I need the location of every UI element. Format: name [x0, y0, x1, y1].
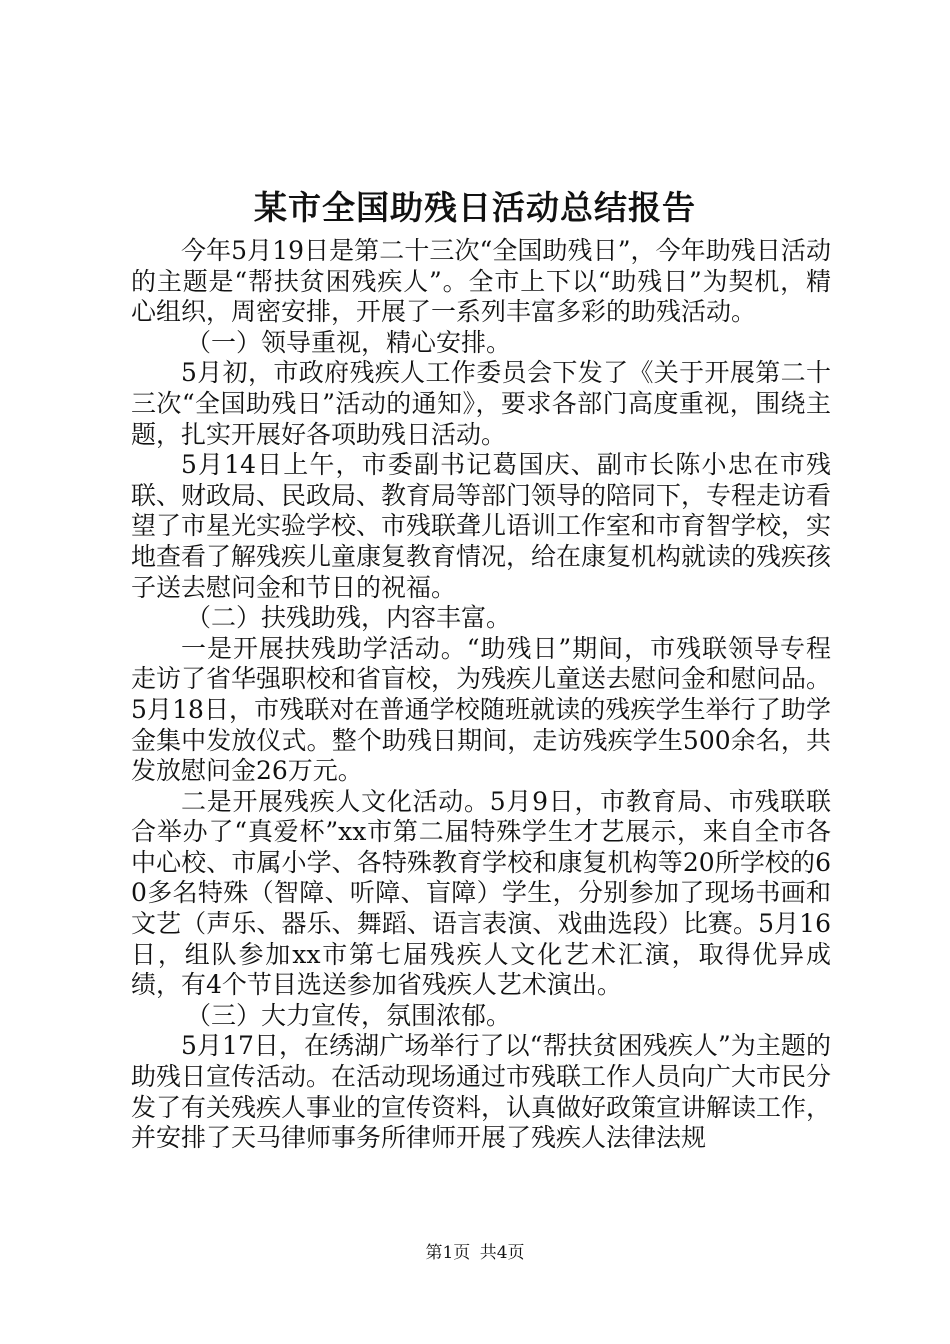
section-heading-2: （二）扶残助残，内容丰富。: [186, 603, 512, 633]
page-footer: [0, 1242, 950, 1264]
page-number-total: 共4页: [479, 1243, 525, 1263]
paragraph: 二是开展残疾人文化活动。5月9日，市教育局、市残联联合举办了“真爱杯”xx市第二届特殊学生才艺展示，来自全市各中心校、市属小学、各特殊教育学校和康复机构等20所学校的60多名特殊（智障、听障、盲障）学生，分别参加了现场书画和文艺（声乐、器乐、舞蹈、语言表演、戏曲选段）比赛。5月16日，组队参加xx市第七届残疾人文化艺术汇演，取得优异成绩，有4个节目选送参加省残疾人艺术演出。: [131, 786, 831, 1000]
document-title: 某市全国助残日活动总结报告: [254, 188, 696, 227]
paragraph: 5月14日上午，市委副书记葛国庆、副市长陈小忠在市残联、财政局、民政局、教育局等部门领导的陪同下，专程走访看望了市星光实验学校、市残联聋儿语训工作室和市育智学校，实地查看了解残疾儿童康复教育情况，给在康复机构就读的残疾孩子送去慰问金和节日的祝福。: [131, 450, 832, 602]
section-heading-1: （一）领导重视，精心安排。: [186, 327, 512, 357]
paragraph: 一是开展扶残助学活动。“助残日”期间，市残联领导专程走访了省华强职校和省盲校，为残疾儿童送去慰问金和慰问品。5月18日，市残联对在普通学校随班就读的残疾学生举行了助学金集中发放仪式。整个助残日期间，走访残疾学生500余名，共发放慰问金26万元。: [131, 633, 832, 786]
section-heading-3: （三）大力宣传，氛围浓郁。: [186, 1000, 512, 1030]
paragraph-intro: 今年5月19日是第二十三次“全国助残日”，今年助残日活动的主题是“帮扶贫困残疾人”。全市上下以“助残日”为契机，精心组织，周密安排，开展了一系列丰富多彩的助残活动。: [131, 236, 831, 327]
page-number-current: 第1页: [425, 1243, 471, 1263]
paragraph: 5月初，市政府残疾人工作委员会下发了《关于开展第二十三次“全国助残日”活动的通知》，要求各部门高度重视，围绕主题，扎实开展好各项助残日活动。: [131, 358, 831, 449]
paragraph: 5月17日，在绣湖广场举行了以“帮扶贫困残疾人”为主题的助残日宣传活动。在活动现场通过市残联工作人员向广大市民分发了有关残疾人事业的宣传资料，认真做好政策宣讲解读工作，并安排了天马律师事务所律师开展了残疾人法律法规: [131, 1031, 832, 1153]
document-body: [131, 236, 831, 1154]
